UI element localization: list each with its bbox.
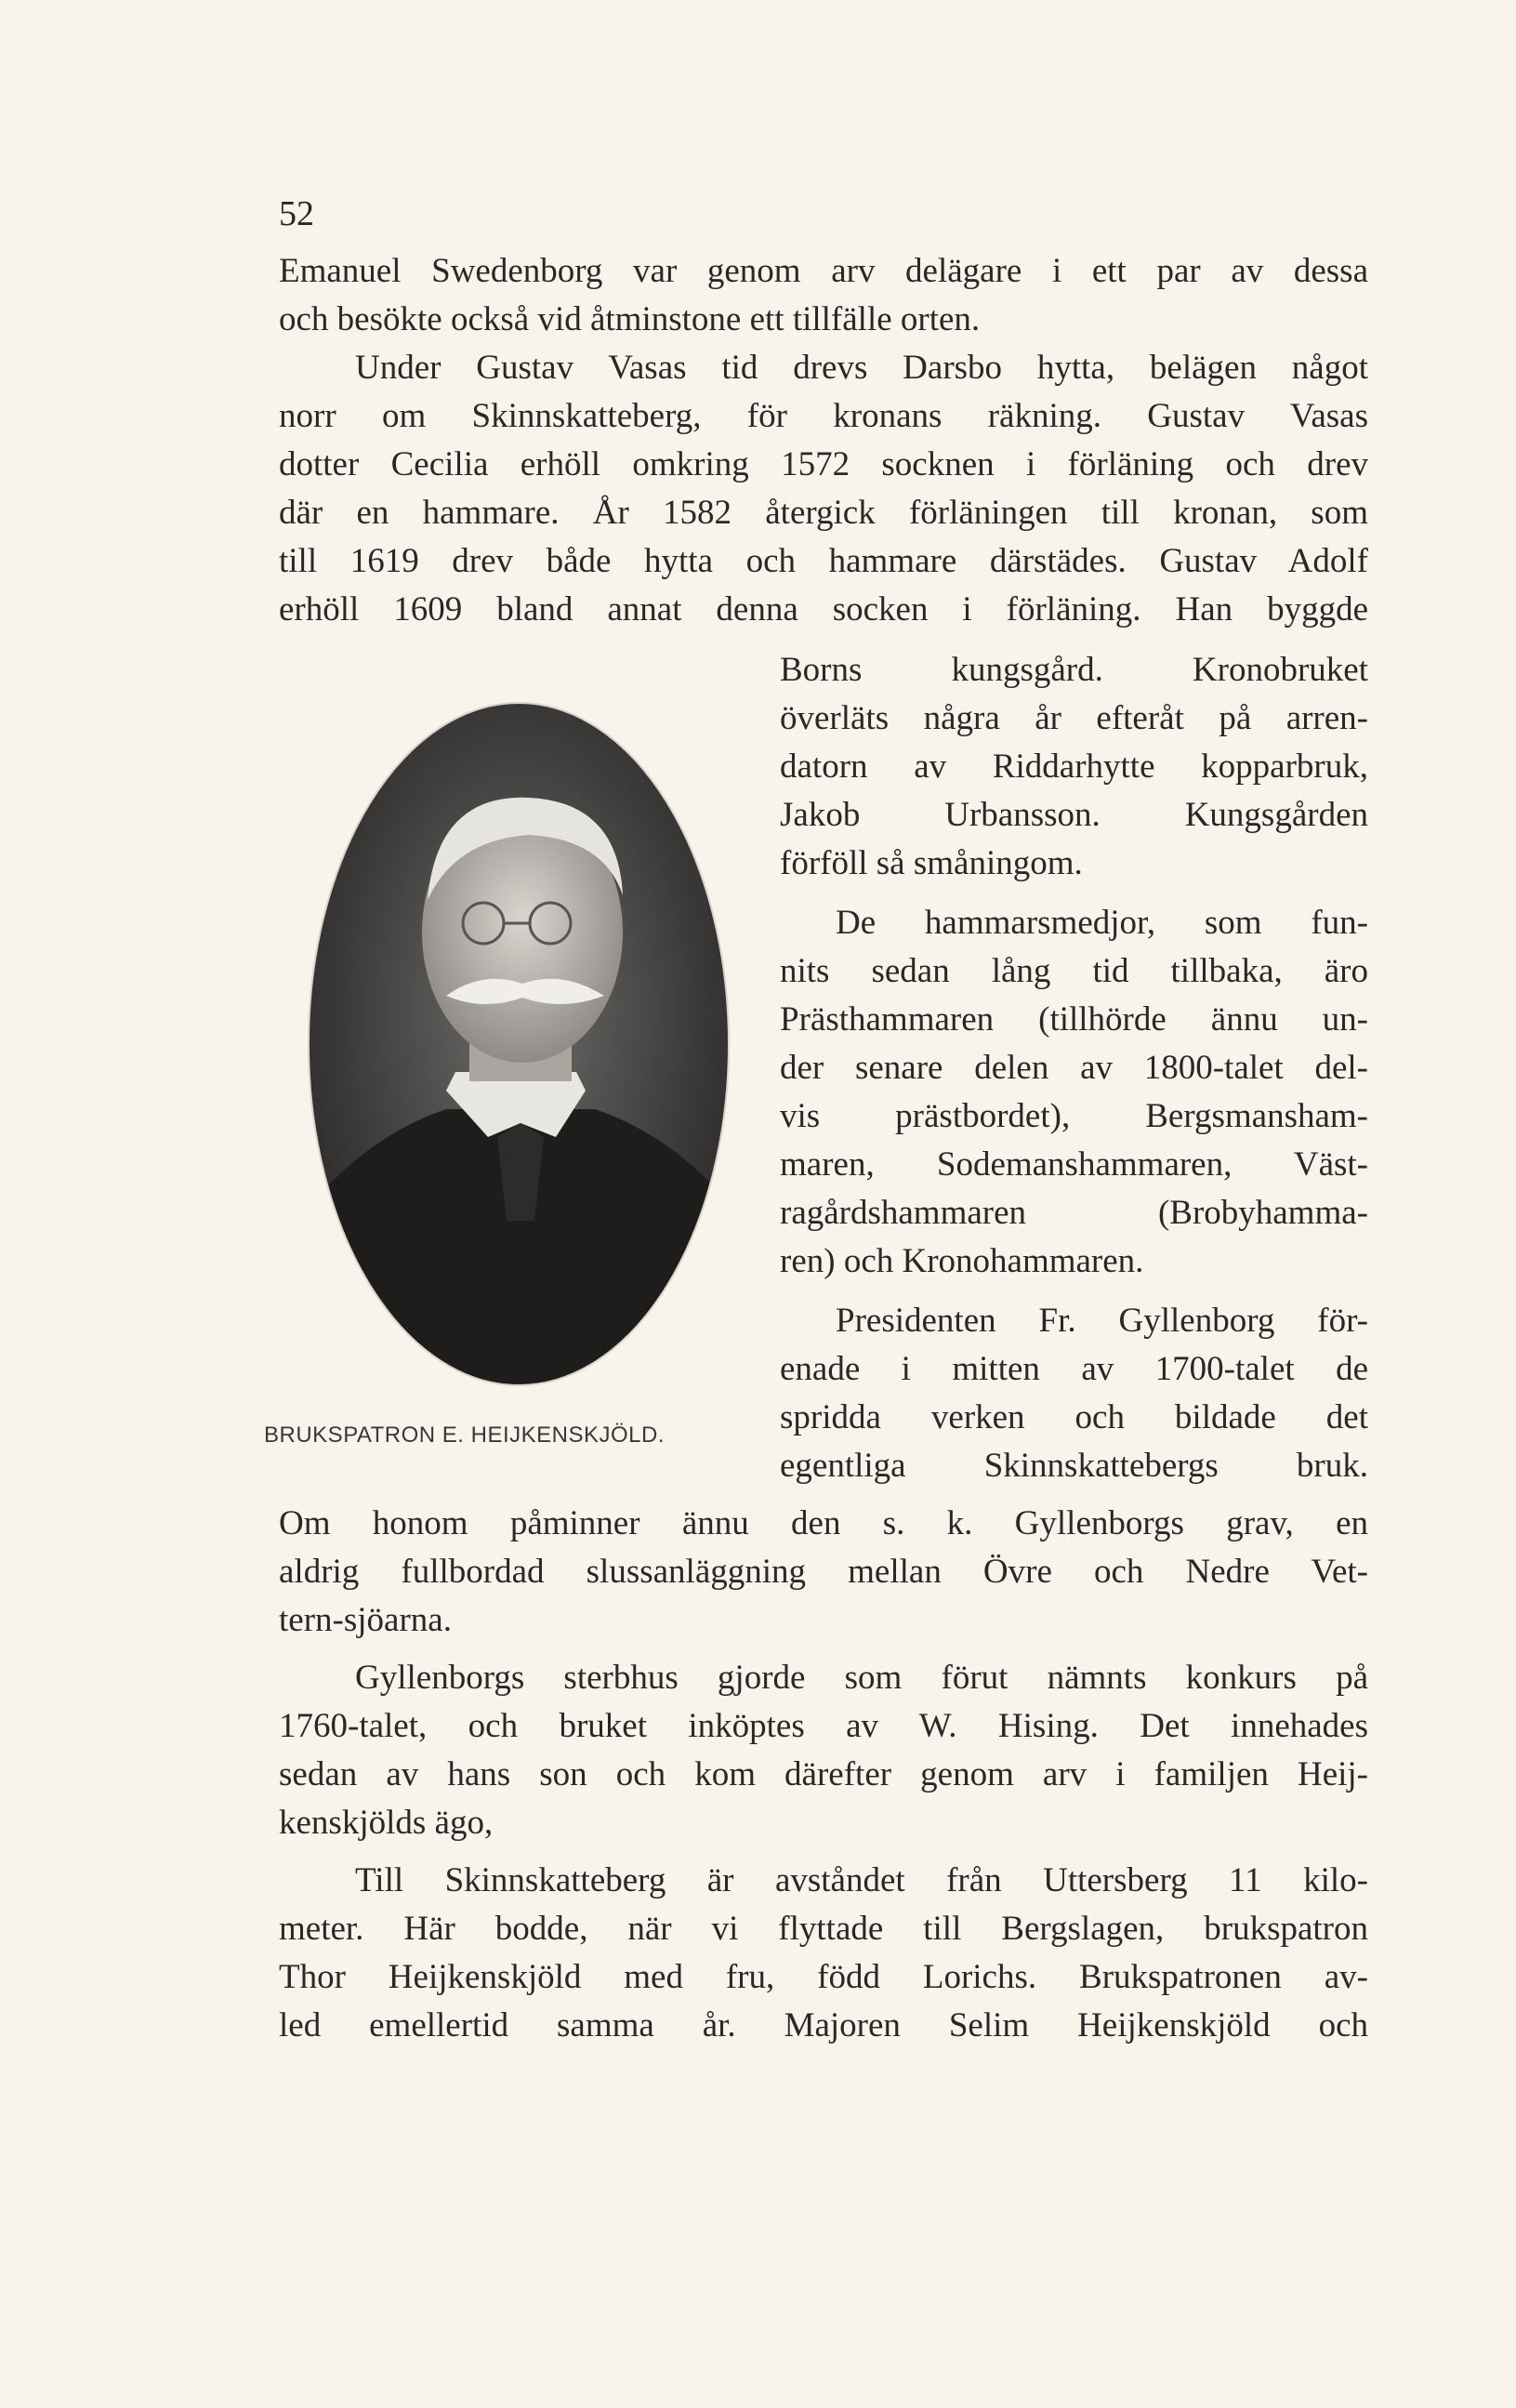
text-line: der senare delen av 1800-talet del- [780, 1049, 1368, 1087]
text-line: spridda verken och bildade det [780, 1398, 1368, 1436]
text-line: tern-sjöarna. [279, 1601, 452, 1639]
text-line: Emanuel Swedenborg var genom arv delägare i ett par av dessa [279, 252, 1368, 290]
text-line: vis prästbordet), Bergsmansham- [780, 1097, 1368, 1135]
text-line: Presidenten Fr. Gyllenborg för- [836, 1302, 1368, 1340]
text-line: Prästhammaren (tillhörde ännu un- [780, 1000, 1368, 1039]
text-line: ragårdshammaren (Brobyhamma- [780, 1194, 1368, 1232]
text-line: erhöll 1609 bland annat denna socken i förläning. Han byggde [279, 590, 1368, 628]
text-line: Under Gustav Vasas tid drevs Darsbo hytta, belägen något [355, 349, 1368, 387]
text-line: nits sedan lång tid tillbaka, äro [780, 952, 1368, 990]
text-line: maren, Sodemanshammaren, Väst- [780, 1145, 1368, 1184]
text-line: och besökte också vid åtminstone ett tillfälle orten. [279, 300, 981, 338]
portrait-photo [307, 700, 732, 1388]
text-line: kenskjölds ägo, [279, 1804, 494, 1842]
text-line: Thor Heijkenskjöld med fru, född Lorichs. Brukspatronen av- [279, 1958, 1368, 1996]
page-number: 52 [279, 194, 314, 233]
text-line: De hammarsmedjor, som fun- [836, 904, 1368, 942]
text-line: där en hammare. År 1582 återgick förläningen till kronan, som [279, 494, 1368, 532]
text-line: förföll så småningom. [780, 844, 1083, 882]
text-line: dotter Cecilia erhöll omkring 1572 socknen i förläning och drev [279, 445, 1368, 483]
portrait-caption: BRUKSPATRON E. HEIJKENSKJÖLD. [264, 1422, 666, 1448]
text-line: egentliga Skinnskattebergs bruk. [780, 1447, 1368, 1485]
text-line: ren) och Kronohammaren. [780, 1242, 1144, 1280]
text-line: meter. Här bodde, när vi flyttade till Bergslagen, brukspatron [279, 1910, 1368, 1948]
text-line: led emellertid samma år. Majoren Selim Heijkenskjöld och [279, 2006, 1368, 2044]
text-line: Gyllenborgs sterbhus gjorde som förut nämnts konkurs på [355, 1659, 1368, 1697]
text-line: Borns kungsgård. Kronobruket [780, 651, 1368, 689]
text-line: Om honom påminner ännu den s. k. Gyllenborgs grav, en [279, 1504, 1368, 1542]
text-line: Till Skinnskatteberg är avståndet från Uttersberg 11 kilo- [355, 1861, 1368, 1899]
text-line: datorn av Riddarhytte kopparbruk, [780, 748, 1368, 786]
text-line: till 1619 drev både hytta och hammare därstädes. Gustav Adolf [279, 542, 1368, 580]
text-line: enade i mitten av 1700-talet de [780, 1350, 1368, 1388]
text-line: aldrig fullbordad slussanläggning mellan Övre och Nedre Vet- [279, 1553, 1368, 1591]
text-line: sedan av hans son och kom därefter genom arv i familjen Heij- [279, 1755, 1368, 1793]
text-line: Jakob Urbansson. Kungsgården [780, 796, 1368, 834]
text-line: norr om Skinnskatteberg, för kronans räkning. Gustav Vasas [279, 397, 1368, 435]
text-line: överläts några år efteråt på arren- [780, 699, 1368, 737]
text-line: 1760-talet, och bruket inköptes av W. Hising. Det innehades [279, 1707, 1368, 1745]
